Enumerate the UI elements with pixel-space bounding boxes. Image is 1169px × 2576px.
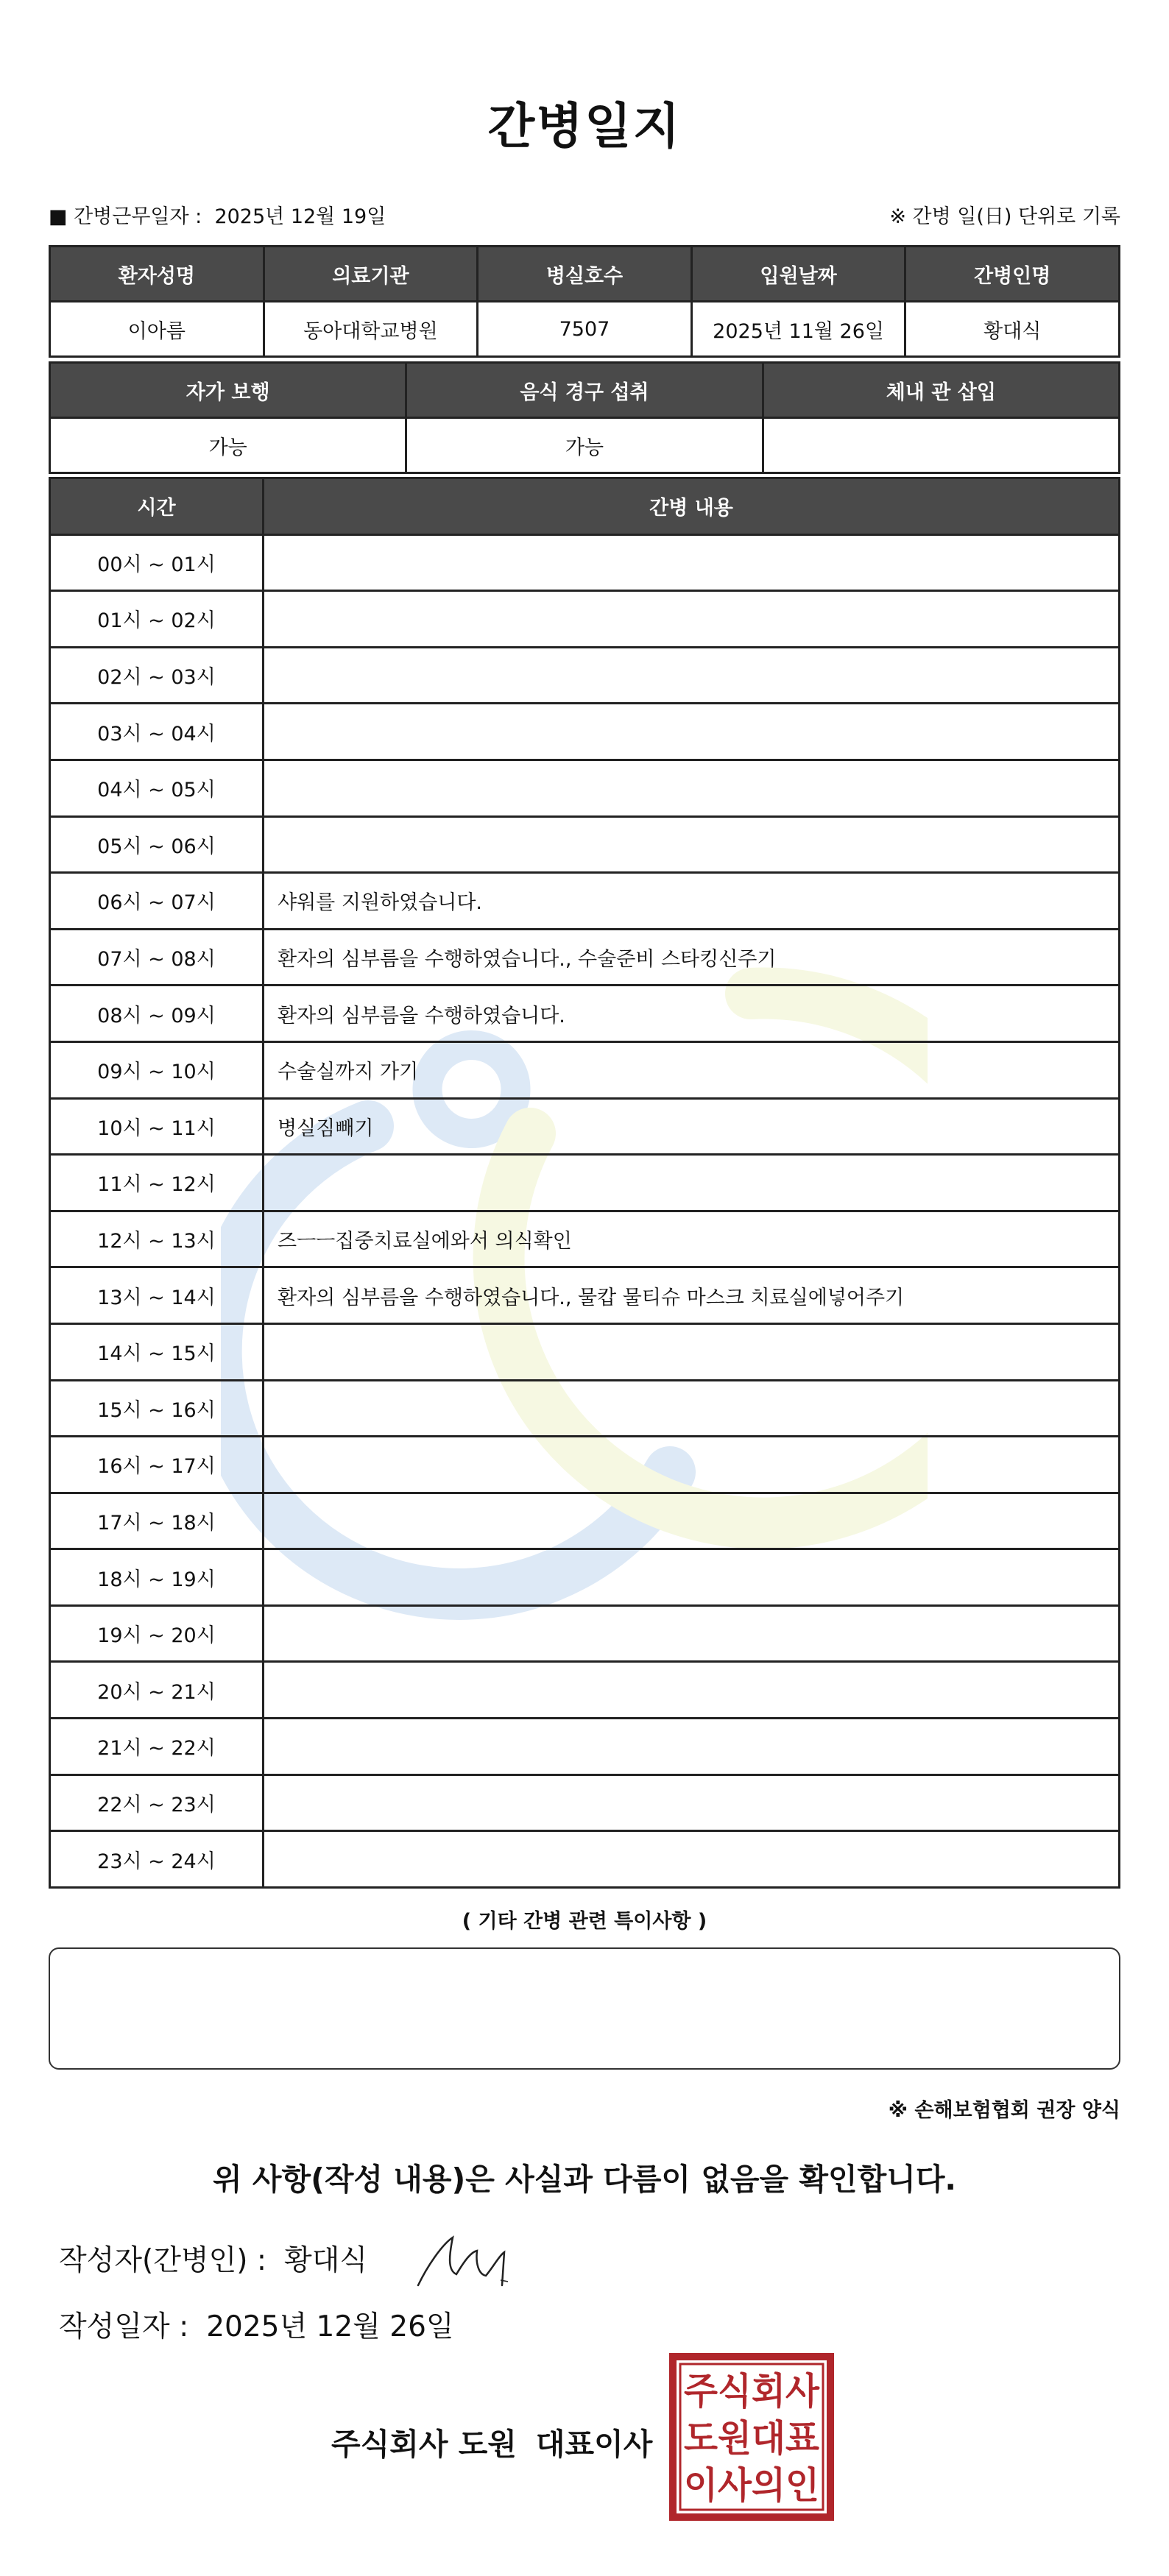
schedule-rows: [50, 534, 1120, 1887]
schedule-content: 샤워를 지원하였습니다.: [264, 873, 1120, 930]
schedule-time: 12시 ~ 13시: [50, 1211, 264, 1267]
schedule-time: 09시 ~ 10시: [50, 1041, 264, 1098]
schedule-content: [264, 647, 1120, 704]
oral-intake: 가능: [406, 418, 763, 473]
schedule-time: 22시 ~ 23시: [50, 1774, 264, 1831]
schedule-row: [50, 1662, 1120, 1719]
schedule-content: 수술실까지 가기: [264, 1041, 1120, 1098]
schedule-time: 15시 ~ 16시: [50, 1380, 264, 1437]
patient-name: 이아름: [50, 302, 264, 357]
schedule-content: [264, 1155, 1120, 1211]
schedule-time: 06시 ~ 07시: [50, 873, 264, 930]
page-title: 간병일지: [487, 98, 682, 155]
schedule-row: [50, 1493, 1120, 1549]
schedule-content: [264, 1774, 1120, 1831]
header-patient-name: 환자성명: [50, 247, 264, 302]
header-self-walking: 자가 보행: [50, 363, 406, 418]
recommended-form-note: ※ 손해보험협회 권장 양식: [888, 2099, 1120, 2122]
work-date-row: [49, 200, 1120, 230]
schedule-time: 11시 ~ 12시: [50, 1155, 264, 1211]
schedule-row: [50, 1098, 1120, 1155]
schedule-time: 07시 ~ 08시: [50, 929, 264, 986]
schedule-row: [50, 1549, 1120, 1606]
schedule-content: [264, 1662, 1120, 1719]
schedule-content: [264, 1493, 1120, 1549]
room-number: 7507: [478, 302, 692, 357]
schedule-time: 21시 ~ 22시: [50, 1719, 264, 1775]
schedule-time: 20시 ~ 21시: [50, 1662, 264, 1719]
self-walking: 가능: [50, 418, 406, 473]
header-admission-date: 입원날짜: [691, 247, 905, 302]
institution: 동아대학교병원: [264, 302, 478, 357]
schedule-row: [50, 1605, 1120, 1662]
schedule-row: [50, 1719, 1120, 1775]
header-care-content: 간병 내용: [264, 478, 1120, 535]
schedule-row: [50, 1267, 1120, 1324]
schedule-content: [264, 1719, 1120, 1775]
schedule-content: 병실짐빼기: [264, 1098, 1120, 1155]
schedule-content: 환자의 심부름을 수행하였습니다., 수술준비 스타킹신주기: [264, 929, 1120, 986]
schedule-row: [50, 704, 1120, 760]
schedule-content: [264, 760, 1120, 816]
schedule-time: 04시 ~ 05시: [50, 760, 264, 816]
writer-label: 작성자(간병인) :: [59, 2244, 267, 2277]
schedule-time: 19시 ~ 20시: [50, 1605, 264, 1662]
header-time: 시간: [50, 478, 264, 535]
caregiver-name: 황대식: [905, 302, 1120, 357]
schedule-time: 08시 ~ 09시: [50, 986, 264, 1042]
schedule-time: 16시 ~ 17시: [50, 1437, 264, 1493]
schedule-content: [264, 1380, 1120, 1437]
schedule-content: [264, 1549, 1120, 1606]
admission-date: 2025년 11월 26일: [691, 302, 905, 357]
schedule-row: [50, 1041, 1120, 1098]
schedule-row: [50, 534, 1120, 591]
schedule-content: [264, 1605, 1120, 1662]
header-tube-insertion: 체내 관 삽입: [763, 363, 1119, 418]
schedule-row: [50, 1831, 1120, 1888]
patient-info-table: [49, 245, 1120, 358]
schedule-time: 13시 ~ 14시: [50, 1267, 264, 1324]
handwritten-signature: [412, 2223, 523, 2296]
header-caregiver-name: 간병인명: [905, 247, 1120, 302]
special-notes-box: [49, 1947, 1120, 2070]
representative-title: 대표이사: [535, 2427, 653, 2462]
patient-ability-table: [49, 361, 1120, 474]
schedule-time: 23시 ~ 24시: [50, 1831, 264, 1888]
schedule-content: [264, 704, 1120, 760]
schedule-time: 01시 ~ 02시: [50, 591, 264, 648]
schedule-content: [264, 1437, 1120, 1493]
schedule-row: [50, 760, 1120, 816]
schedule-row: [50, 929, 1120, 986]
schedule-row: [50, 986, 1120, 1042]
schedule-row: [50, 816, 1120, 873]
writer-name: 황대식: [284, 2244, 368, 2277]
schedule-content: 환자의 심부름을 수행하였습니다.: [264, 986, 1120, 1042]
schedule-time: 17시 ~ 18시: [50, 1493, 264, 1549]
schedule-content: [264, 816, 1120, 873]
schedule-row: [50, 1774, 1120, 1831]
company-name: 주식회사 도원: [331, 2427, 517, 2462]
company-seal-stamp: [668, 2352, 835, 2522]
schedule-row: [50, 873, 1120, 930]
work-date: [49, 200, 386, 229]
schedule-row: [50, 1437, 1120, 1493]
care-schedule-table: [49, 477, 1120, 1889]
schedule-content: [264, 1831, 1120, 1888]
special-notes-content: [50, 1949, 1119, 1972]
written-date-label: 작성일자 :: [59, 2310, 189, 2343]
tube-insertion: [763, 418, 1119, 473]
schedule-content: [264, 1323, 1120, 1380]
schedule-row: [50, 1211, 1120, 1267]
written-date-value: 2025년 12월 26일: [206, 2310, 454, 2343]
schedule-time: 18시 ~ 19시: [50, 1549, 264, 1606]
work-date-label: ■ 간병근무일자 :: [49, 205, 202, 228]
schedule-time: 00시 ~ 01시: [50, 534, 264, 591]
schedule-row: [50, 1323, 1120, 1380]
schedule-content: 환자의 심부름을 수행하였습니다., 물캅 물티슈 마스크 치료실에넣어주기: [264, 1267, 1120, 1324]
schedule-time: 02시 ~ 03시: [50, 647, 264, 704]
schedule-row: [50, 1155, 1120, 1211]
svg-text:이사의인: 이사의인: [684, 2464, 819, 2507]
written-date-line: [59, 2304, 454, 2345]
schedule-content: [264, 534, 1120, 591]
schedule-content: 즈ㅡㅡ집중치료실에와서 의식확인: [264, 1211, 1120, 1267]
schedule-content: [264, 591, 1120, 648]
work-date-value: 2025년 12월 19일: [214, 205, 386, 228]
schedule-time: 10시 ~ 11시: [50, 1098, 264, 1155]
header-institution: 의료기관: [264, 247, 478, 302]
schedule-time: 14시 ~ 15시: [50, 1323, 264, 1380]
header-room-number: 병실호수: [478, 247, 692, 302]
confirmation-statement: 위 사항(작성 내용)은 사실과 다름이 없음을 확인합니다.: [212, 2162, 957, 2197]
special-notes-title: ( 기타 간병 관련 특이사항 ): [462, 1910, 707, 1933]
daily-record-note: ※ 간병 일(日) 단위로 기록: [889, 205, 1120, 228]
company-line: [331, 2420, 652, 2463]
schedule-row: [50, 591, 1120, 648]
schedule-time: 03시 ~ 04시: [50, 704, 264, 760]
header-oral-intake: 음식 경구 섭취: [406, 363, 763, 418]
svg-text:도원대표: 도원대표: [684, 2417, 820, 2460]
schedule-row: [50, 647, 1120, 704]
schedule-row: [50, 1380, 1120, 1437]
writer-line: [59, 2237, 367, 2279]
svg-text:주식회사: 주식회사: [684, 2370, 820, 2413]
schedule-time: 05시 ~ 06시: [50, 816, 264, 873]
